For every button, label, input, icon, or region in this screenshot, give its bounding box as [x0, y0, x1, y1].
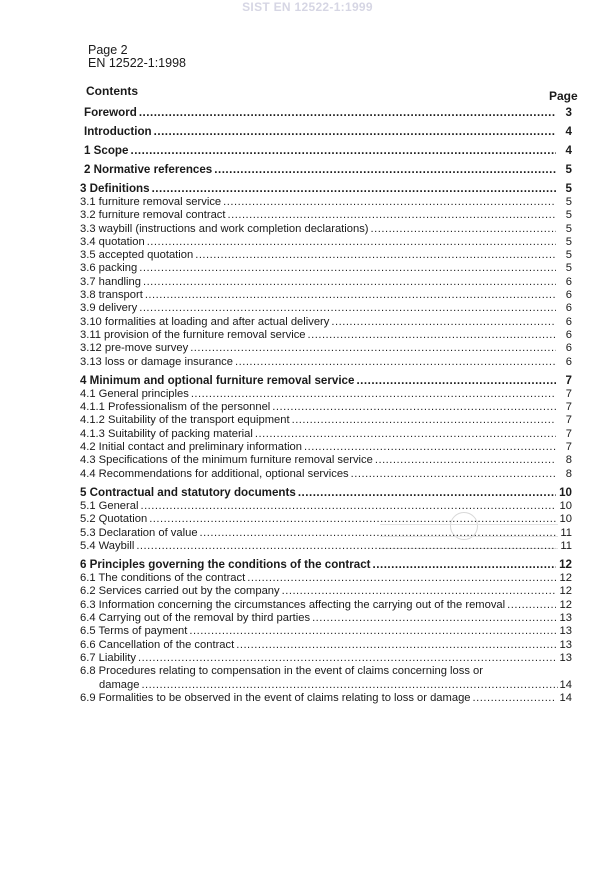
toc-section-entry[interactable]	[80, 558, 572, 572]
toc-entry[interactable]	[80, 209, 572, 222]
toc-entry-page: 13	[559, 638, 572, 651]
toc-entry-title: 3 Definitions	[80, 182, 150, 195]
dot-leader	[214, 163, 556, 177]
toc-entry[interactable]	[80, 665, 572, 692]
toc-entry-title: 3.2 furniture removal contract	[80, 209, 226, 222]
dot-leader	[473, 692, 556, 705]
toc-entry[interactable]	[80, 388, 572, 401]
toc-entry[interactable]	[80, 527, 572, 540]
toc-entry-page: 11	[560, 526, 572, 539]
toc-entry-title: 4.3 Specifications of the minimum furniture removal service	[80, 454, 373, 467]
dot-leader	[130, 144, 556, 158]
toc-entry-page: 5	[565, 235, 572, 248]
toc-entry[interactable]	[80, 302, 572, 315]
toc-entry-title: 4.1 General principles	[80, 387, 189, 400]
toc-entry[interactable]	[80, 289, 572, 302]
table-of-contents	[80, 106, 572, 705]
toc-entry-title: 5.3 Declaration of value	[80, 526, 198, 539]
dot-leader	[331, 316, 556, 329]
toc-entry[interactable]	[80, 236, 572, 249]
toc-entry-page: 5	[565, 182, 572, 195]
page-column-heading: Page	[549, 89, 578, 103]
toc-entry-page: 6	[565, 289, 572, 302]
toc-entry[interactable]	[80, 196, 572, 209]
toc-section-entry[interactable]	[80, 144, 572, 158]
toc-entry[interactable]	[80, 249, 572, 262]
toc-entry[interactable]	[80, 625, 572, 638]
contents-heading: Contents	[86, 84, 138, 98]
dot-leader	[143, 276, 556, 289]
page-number-label: Page 2	[88, 43, 128, 57]
toc-entry-title: 2 Normative references	[84, 163, 213, 176]
toc-entry[interactable]	[80, 223, 572, 236]
dot-leader	[247, 572, 556, 585]
toc-entry[interactable]	[80, 692, 572, 705]
toc-entry-title: 4.2 Initial contact and preliminary information	[80, 441, 302, 454]
dot-leader	[236, 639, 556, 652]
toc-entry-page: 7	[565, 387, 572, 400]
toc-entry-title: 5.1 General	[80, 499, 139, 512]
dot-leader	[292, 414, 556, 427]
dot-leader	[195, 249, 556, 262]
toc-entry-page: 4	[565, 125, 572, 138]
toc-entry-title: 6.5 Terms of payment	[80, 625, 188, 638]
toc-entry-page: 14	[559, 678, 572, 691]
toc-entry-page: 6	[565, 275, 572, 288]
toc-entry-title: 6.1 The conditions of the contract	[80, 572, 246, 585]
dot-leader	[507, 599, 556, 612]
toc-entry[interactable]	[80, 414, 572, 427]
dot-leader	[139, 106, 556, 120]
toc-section-entry[interactable]	[80, 163, 572, 177]
toc-entry[interactable]	[80, 401, 572, 414]
dot-leader	[141, 679, 557, 692]
toc-entry-page: 13	[559, 625, 572, 638]
dot-leader	[140, 500, 556, 513]
dot-leader	[138, 652, 556, 665]
toc-entry-title: 4 Minimum and optional furniture removal service	[80, 373, 355, 387]
toc-entry-title: 4.1.2 Suitability of the transport equipment	[80, 414, 290, 427]
toc-entry-title: 1 Scope	[84, 144, 129, 157]
toc-section-entry[interactable]	[80, 486, 572, 500]
toc-entry-title: Introduction	[84, 125, 152, 138]
toc-entry-title: 6 Principles governing the conditions of the contract	[80, 558, 371, 572]
dot-leader	[373, 558, 556, 572]
dot-leader	[147, 236, 556, 249]
toc-entry-title: Foreword	[84, 106, 137, 119]
dot-leader	[189, 625, 556, 638]
dot-leader	[145, 289, 556, 302]
toc-entry-title: 6.2 Services carried out by the company	[80, 585, 280, 598]
toc-entry-page: 6	[565, 355, 572, 368]
toc-entry[interactable]	[80, 468, 572, 481]
toc-entry[interactable]	[80, 342, 572, 355]
toc-entry-title: 6.4 Carrying out of the removal by third parties	[80, 612, 311, 625]
toc-entry-page: 6	[565, 315, 572, 328]
toc-entry-title: 6.7 Liability	[80, 651, 136, 664]
dot-leader	[255, 428, 556, 441]
dot-leader	[375, 454, 556, 467]
dot-leader	[371, 223, 556, 236]
toc-entry-page: 10	[559, 485, 572, 499]
toc-entry[interactable]	[80, 572, 572, 585]
toc-entry-page: 10	[559, 499, 572, 512]
toc-entry-page: 7	[565, 373, 572, 387]
dot-leader	[298, 486, 556, 500]
toc-entry-title: 3.3 waybill (instructions and work completion declarations)	[80, 222, 369, 235]
toc-entry-page: 11	[560, 539, 572, 552]
document-watermark: SIST EN 12522-1:1999	[242, 0, 373, 14]
toc-entry-title: 5.4 Waybill	[80, 539, 135, 552]
toc-entry-page: 5	[565, 196, 572, 208]
toc-section-entry[interactable]	[80, 374, 572, 388]
toc-entry-title: 3.13 loss or damage insurance	[80, 355, 233, 368]
toc-entry-title: 4.1.1 Professionalism of the personnel	[80, 401, 271, 414]
toc-entry-title: 3.7 handling	[80, 275, 141, 288]
toc-entry[interactable]	[80, 513, 572, 526]
toc-entry-page: 6	[565, 302, 572, 315]
toc-entry-title: 3.12 pre-move survey	[80, 342, 189, 355]
toc-entry-page: 13	[559, 612, 572, 625]
toc-entry[interactable]	[80, 276, 572, 289]
dot-leader	[139, 302, 556, 315]
toc-entry[interactable]	[80, 599, 572, 612]
toc-entry-title-continuation: damage	[99, 678, 140, 691]
toc-entry-page: 5	[565, 222, 572, 235]
toc-entry[interactable]	[80, 639, 572, 652]
toc-entry[interactable]	[80, 500, 572, 513]
toc-entry-page: 13	[559, 651, 572, 664]
standard-identifier: EN 12522-1:1998	[88, 56, 186, 70]
dot-leader	[152, 182, 556, 196]
dot-leader	[154, 125, 556, 139]
toc-entry-title: 6.3 Information concerning the circumstances affecting the carrying out of the removal	[80, 598, 506, 611]
toc-section-entry[interactable]	[80, 182, 572, 196]
toc-entry-title: 5.2 Quotation	[80, 513, 148, 526]
dot-leader	[223, 196, 556, 209]
dot-leader	[139, 262, 556, 275]
dot-leader	[308, 329, 556, 342]
toc-entry-page: 12	[559, 572, 572, 585]
toc-entry-page: 6	[565, 328, 572, 341]
toc-entry-title: 3.8 transport	[80, 289, 143, 302]
dot-leader	[304, 441, 556, 454]
toc-entry[interactable]	[80, 540, 572, 553]
toc-entry-page: 5	[565, 262, 572, 275]
dot-leader	[351, 468, 556, 481]
toc-entry-page: 12	[559, 598, 572, 611]
page-header	[88, 44, 186, 70]
toc-entry-title: 3.6 packing	[80, 262, 138, 275]
toc-entry[interactable]	[80, 262, 572, 275]
toc-entry[interactable]	[80, 652, 572, 665]
dot-leader	[282, 585, 556, 598]
toc-entry-title: 3.9 delivery	[80, 302, 138, 315]
toc-entry-page: 6	[565, 342, 572, 355]
dot-leader	[272, 401, 556, 414]
toc-entry-title: 3.4 quotation	[80, 235, 145, 248]
toc-section-entry[interactable]	[80, 125, 572, 139]
toc-entry-page: 3	[565, 106, 572, 119]
dot-leader	[136, 540, 556, 553]
toc-entry-page: 5	[565, 249, 572, 262]
toc-entry-title: 5 Contractual and statutory documents	[80, 485, 296, 499]
toc-entry-title: 6.9 Formalities to be observed in the event of claims relating to loss or damage	[80, 691, 471, 704]
toc-entry[interactable]	[80, 585, 572, 598]
toc-entry-page: 7	[565, 414, 572, 427]
toc-entry-page: 12	[559, 585, 572, 598]
dot-leader	[200, 527, 556, 540]
toc-entry-page: 12	[559, 558, 572, 572]
dot-leader	[149, 513, 556, 526]
dot-leader	[356, 374, 556, 388]
dot-leader	[191, 388, 556, 401]
toc-section-entry[interactable]	[80, 106, 572, 120]
toc-entry-page: 4	[565, 144, 572, 157]
toc-entry-page: 8	[565, 467, 572, 480]
toc-entry[interactable]	[80, 454, 572, 467]
toc-entry[interactable]	[80, 316, 572, 329]
toc-entry-title: 3.11 provision of the furniture removal service	[80, 328, 306, 341]
dot-leader	[312, 612, 556, 625]
toc-entry[interactable]	[80, 441, 572, 454]
toc-entry-title: 3.5 accepted quotation	[80, 249, 194, 262]
toc-entry[interactable]	[80, 356, 572, 369]
toc-entry-page: 7	[565, 427, 572, 440]
dot-leader	[228, 209, 556, 222]
toc-entry[interactable]	[80, 612, 572, 625]
toc-entry-page: 7	[565, 401, 572, 414]
toc-entry-title: 3.10 formalities at loading and after actual delivery	[80, 315, 330, 328]
toc-entry-title: 4.1.3 Suitability of packing material	[80, 427, 253, 440]
toc-entry-page: 10	[559, 513, 572, 526]
toc-entry-title: 6.8 Procedures relating to compensation in the event of claims concerning loss or	[80, 665, 483, 678]
toc-entry[interactable]	[80, 329, 572, 342]
toc-entry-page: 8	[565, 454, 572, 467]
dot-leader	[235, 356, 556, 369]
toc-entry[interactable]	[80, 428, 572, 441]
toc-entry-title: 4.4 Recommendations for additional, optional services	[80, 467, 349, 480]
toc-entry-page: 5	[565, 209, 572, 222]
toc-entry-page: 5	[565, 163, 572, 176]
toc-entry-title: 6.6 Cancellation of the contract	[80, 638, 235, 651]
dot-leader	[190, 342, 556, 355]
toc-entry-title: 3.1 furniture removal service	[80, 196, 222, 208]
toc-entry-page: 14	[559, 691, 572, 704]
toc-entry-page: 7	[565, 441, 572, 454]
